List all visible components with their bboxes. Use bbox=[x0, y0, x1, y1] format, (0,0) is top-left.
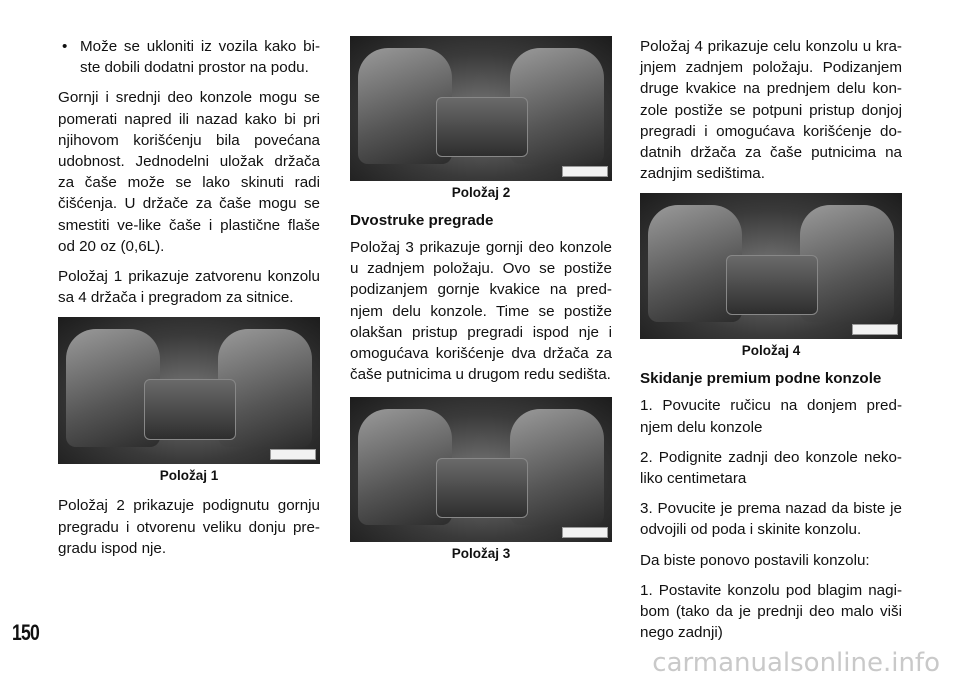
column-2 bbox=[350, 36, 612, 573]
paragraph: Da biste ponovo postavili konzolu: bbox=[640, 551, 870, 569]
console-photo bbox=[58, 317, 320, 464]
console-photo bbox=[350, 36, 612, 181]
console-shape bbox=[436, 458, 527, 518]
bullet-text: Može se ukloniti iz vozila kako bi-ste dobili dodatni prostor na podu. bbox=[80, 38, 320, 77]
column-3 bbox=[640, 36, 902, 652]
console-shape bbox=[726, 255, 817, 315]
paragraph: Položaj 4 prikazuje celu konzolu u kra-jnjem zadnjem položaju. Podizanjem druge kvakice na prednjem delu kon-zole postiže se potpuni pristup donjoj pregradi i omogućava korišćenje do-datnih držača za čaše putnicima na zadnjim sedištima. bbox=[640, 38, 902, 183]
section-heading: Skidanje premium podne konzole bbox=[640, 370, 882, 388]
image-code-label bbox=[562, 166, 608, 177]
figure-position-3 bbox=[350, 397, 612, 542]
paragraph: Položaj 2 prikazuje podignutu gornju pregradu i otvorenu veliku donju pre-gradu ispod nje. bbox=[58, 497, 320, 557]
bullet-dot-icon: • bbox=[62, 38, 68, 55]
figure-caption: Položaj 4 bbox=[741, 343, 801, 359]
image-code-label bbox=[852, 324, 898, 335]
console-photo bbox=[640, 193, 902, 339]
column-1 bbox=[58, 36, 320, 568]
console-photo bbox=[350, 397, 612, 542]
figure-caption: Položaj 1 bbox=[159, 468, 219, 484]
paragraph: Gornji i srednji deo konzole mogu se pomerati napred ili nazad kako bi pri njihovom korišćenju bila povećana udobnost. Jednodelni uložak držača za čaše može se lako skinuti radi čišćenja. U držače za čaše mogu se smestiti ve-like čaše i plastične flaše od 20 oz (0,6L). bbox=[58, 89, 320, 255]
image-code-label bbox=[270, 449, 316, 460]
figure-caption: Položaj 3 bbox=[451, 546, 511, 562]
page-number: 150 bbox=[12, 620, 39, 645]
console-shape bbox=[144, 379, 235, 440]
paragraph: Položaj 1 prikazuje zatvorenu konzolu sa 4 držača i pregradom za sitnice. bbox=[58, 268, 320, 307]
watermark: carmanualsonline.info bbox=[652, 648, 940, 678]
figure-position-1 bbox=[58, 317, 320, 464]
figure-caption: Položaj 2 bbox=[451, 185, 511, 200]
figure-position-4 bbox=[640, 193, 902, 339]
step-text: 3. Povucite je prema nazad da biste je odvojili od poda i skinite konzolu. bbox=[640, 500, 902, 539]
step-text: 1. Povucite ručicu na donjem pred-njem delu konzole bbox=[640, 397, 902, 436]
section-heading: Dvostruke pregrade bbox=[350, 212, 494, 229]
bullet-item bbox=[58, 36, 320, 78]
step-text: 1. Postavite konzolu pod blagim nagi-bom (tako da je prednji deo malo viši nego zadnji) bbox=[640, 581, 902, 642]
figure-position-2 bbox=[350, 36, 612, 181]
step-text: 2. Podignite zadnji deo konzole neko-liko centimetara bbox=[640, 448, 902, 488]
console-shape bbox=[436, 97, 527, 157]
paragraph: Položaj 3 prikazuje gornji deo konzole u zadnjem položaju. Ovo se postiže podizanjem gornje kvakice na pred-njem delu konzole. Time se postiže olakšan pristup pregradi ispod nje i omogućava korišćenje dva držača za čaše putnicima u drugom redu sedišta. bbox=[350, 239, 612, 384]
image-code-label bbox=[562, 527, 608, 538]
